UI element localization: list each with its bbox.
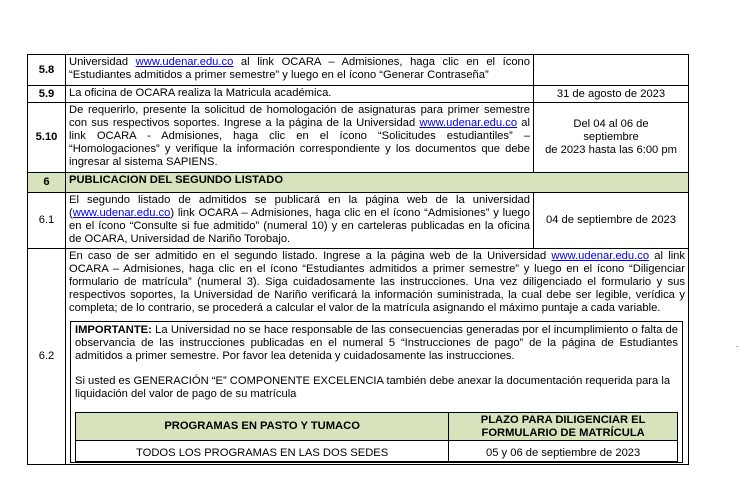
row-number: 5.8 <box>28 55 66 86</box>
udenar-link[interactable]: www.udenar.edu.co <box>72 207 171 219</box>
programs-header-right: PLAZO PARA DILIGENCIAR EL FORMULARIO DE MATRÍCULA <box>449 413 678 441</box>
important-notice: IMPORTANTE: La Universidad no se hace responsable de las consecuencias generadas por el incumplimiento o falta de observancia de las instrucciones publicadas en el numeral 5 “Instrucciones de pago” de la página de Estudiantes admitidos a primer semestre. Por favor lea detenida y cuidadosamente las instrucciones. <box>75 324 678 362</box>
row-description: El segundo listado de admitidos se publicará en la página web de la universidad (www.udenar.edu.co) link OCARA – Admisiones, haga clic en el ícono “Admisiones” y luego en el ícono “Consulte si fue admitido” (numeral 10) y en carteleras publicadas en la oficina de OCARA, Universidad de Nariño Torobajo. <box>66 193 534 249</box>
second-list-instructions: En caso de ser admitido en el segundo listado. Ingrese a la página web de la Universidad www.udenar.edu.co al link OCARA – Admisiones, haga clic en el ícono “Estudiantes admitidos a primer semestre” y luego en el ícono “Diligenciar formulario de matrícula” (numeral 3). Siga cuidadosamente las instrucciones. Una vez diligenciado el formulario y sus respectivos soportes, la Universidad de Nariño verificará la información suministrada, la cual debe ser legible, verídica y completa; de lo contrario, se procederá a calcular el valor de la matrícula asignando el máximo puntaje a cada variable. <box>69 250 685 314</box>
programs-table <box>75 412 678 462</box>
row-date <box>534 55 689 86</box>
programs-header-left: PROGRAMAS EN PASTO Y TUMACO <box>76 413 449 441</box>
row-date: 31 de agosto de 2023 <box>534 86 689 103</box>
programs-row-left: TODOS LOS PROGRAMAS EN LAS DOS SEDES <box>76 441 449 462</box>
row-description <box>66 249 689 465</box>
table-row <box>28 249 689 465</box>
section-title: PUBLICACION DEL SEGUNDO LISTADO <box>66 173 689 193</box>
table-row <box>28 193 689 249</box>
programs-header-row <box>76 413 678 441</box>
scan-mark <box>736 346 739 347</box>
generation-e-notice: Si usted es GENERACIÓN “E” COMPONENTE EXCELENCIA también debe anexar la documentación requerida para la liquidación del valor de pago de su matrícula <box>75 375 671 400</box>
row-number: 6.1 <box>28 193 66 249</box>
row-number: 6.2 <box>28 249 66 465</box>
udenar-link[interactable]: www.udenar.edu.co <box>551 250 650 262</box>
row-description: Universidad www.udenar.edu.co al link OCARA – Admisiones, haga clic en el ícono “Estudiantes admitidos a primer semestre” y luego en el ícono “Generar Contraseña” <box>66 55 534 86</box>
row-date: 04 de septiembre de 2023 <box>534 193 689 249</box>
programs-row-right: 05 y 06 de septiembre de 2023 <box>449 441 678 462</box>
table-row <box>28 86 689 103</box>
section-number: 6 <box>28 173 66 193</box>
table-row <box>28 55 689 86</box>
udenar-link[interactable]: www.udenar.edu.co <box>135 56 234 68</box>
row-number: 5.9 <box>28 86 66 103</box>
programs-row <box>76 441 678 462</box>
section-header-row <box>28 173 689 193</box>
table-row <box>28 103 689 173</box>
row-number: 5.10 <box>28 103 66 173</box>
important-notice-box <box>70 321 683 463</box>
schedule-table <box>27 54 689 465</box>
udenar-link[interactable]: www.udenar.edu.co <box>419 117 518 129</box>
row-date: Del 04 al 06 de septiembre de 2023 hasta las 6:00 pm <box>534 103 689 173</box>
row-description: La oficina de OCARA realiza la Matricula académica. <box>66 86 534 103</box>
row-description: De requerirlo, presente la solicitud de homologación de asignaturas para primer semestre con sus respectivos soportes. Ingrese a la página de la Universidad www.udenar.edu.co al link OCARA - Admisiones, haga clic en el ícono “Solicitudes estudiantiles” – “Homologaciones” y verifique la información correspondiente y los documentos que debe ingresar al sistema SAPIENS. <box>66 103 534 173</box>
